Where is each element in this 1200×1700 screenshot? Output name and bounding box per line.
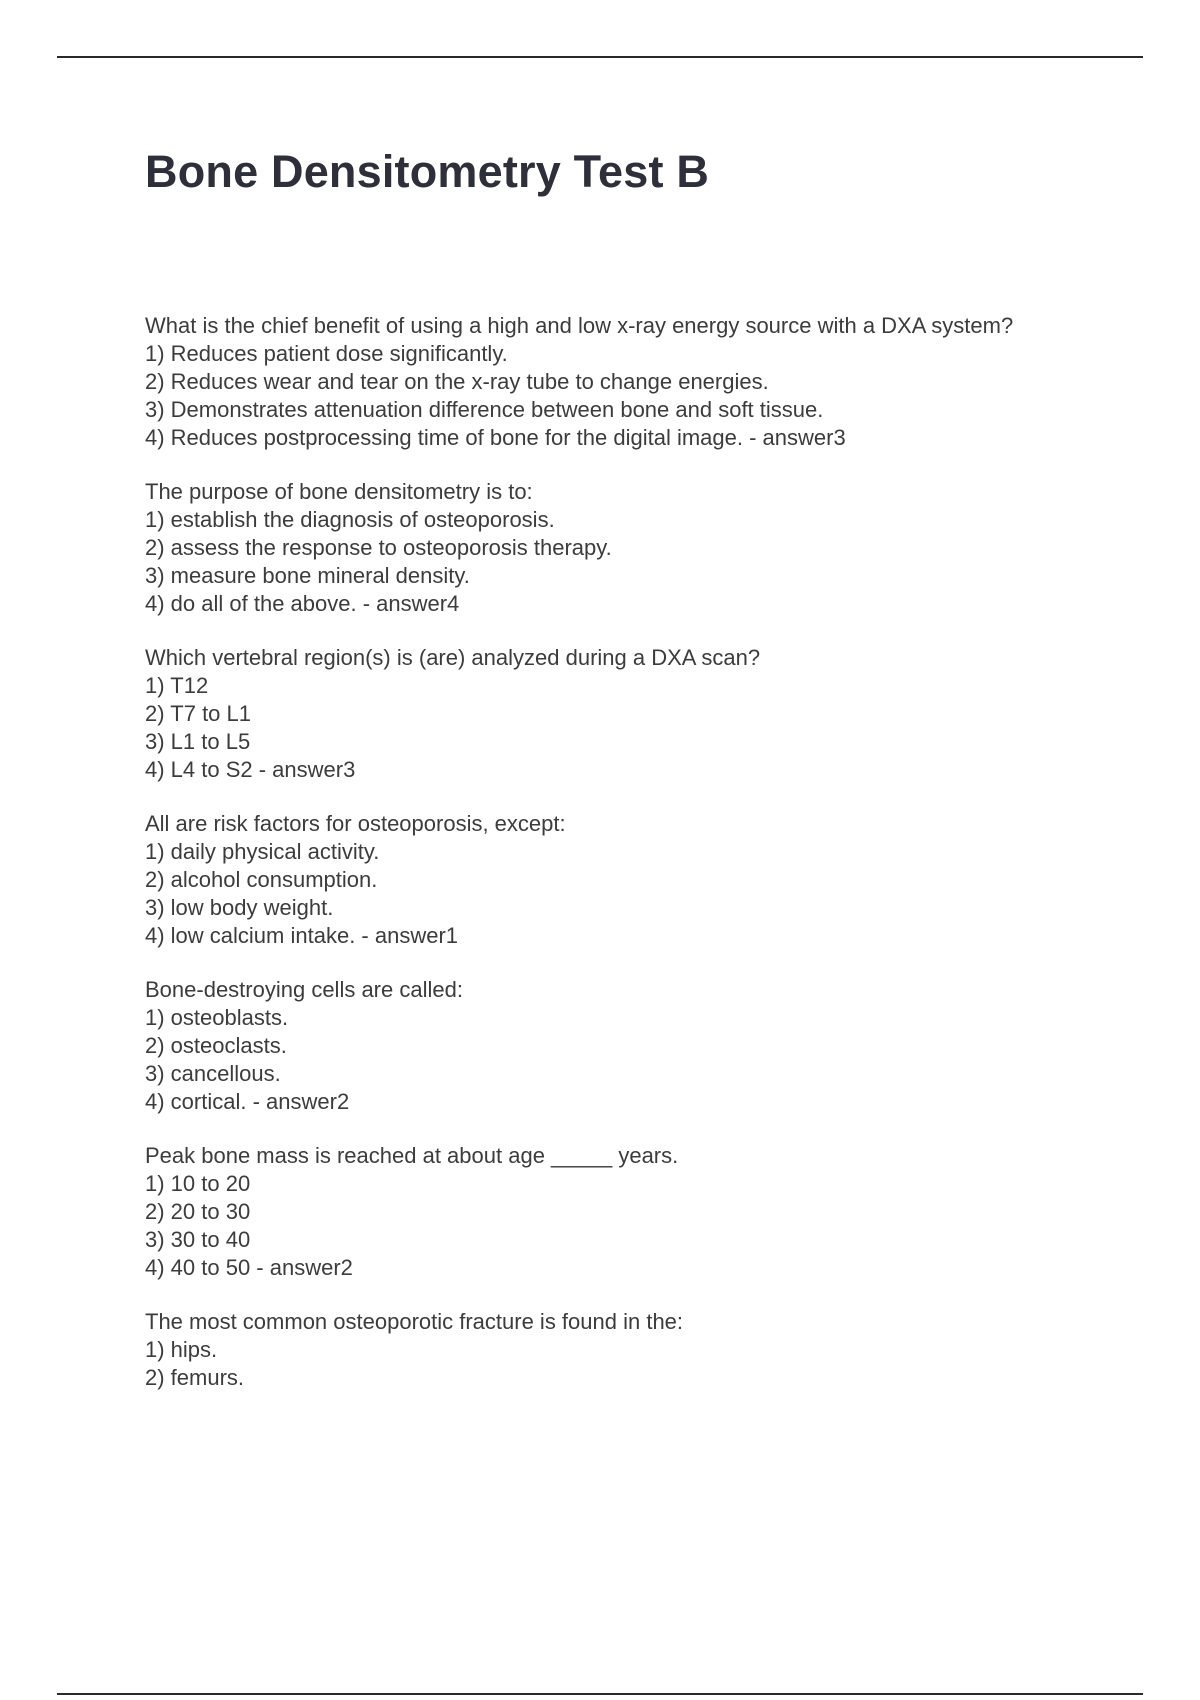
question-text: The purpose of bone densitometry is to: (145, 479, 533, 504)
question-text: Peak bone mass is reached at about age _____ years. (145, 1143, 679, 1168)
answer-option: 3) cancellous. (145, 1061, 281, 1086)
question-1 (145, 312, 1025, 452)
answer-option: 1) T12 (145, 673, 209, 698)
answer-option: 3) measure bone mineral density. (145, 563, 470, 588)
question-5 (145, 976, 1025, 1116)
answer-option: 4) 40 to 50 - answer2 (145, 1255, 353, 1280)
answer-option: 1) osteoblasts. (145, 1005, 289, 1030)
bottom-rule (57, 1693, 1143, 1695)
answer-option: 2) T7 to L1 (145, 701, 251, 726)
answer-option: 4) L4 to S2 - answer3 (145, 757, 356, 782)
question-4 (145, 810, 1025, 950)
answer-option: 4) Reduces postprocessing time of bone for the digital image. - answer3 (145, 425, 846, 450)
question-text: Which vertebral region(s) is (are) analyzed during a DXA scan? (145, 645, 761, 670)
answer-option: 2) Reduces wear and tear on the x-ray tube to change energies. (145, 369, 769, 394)
answer-option: 4) do all of the above. - answer4 (145, 591, 460, 616)
answer-option: 4) low calcium intake. - answer1 (145, 923, 459, 948)
question-text: Bone-destroying cells are called: (145, 977, 463, 1002)
answer-option: 3) 30 to 40 (145, 1227, 251, 1252)
question-2 (145, 478, 1025, 618)
answer-option: 1) 10 to 20 (145, 1171, 251, 1196)
question-6 (145, 1142, 1025, 1282)
answer-option: 4) cortical. - answer2 (145, 1089, 350, 1114)
answer-option: 2) assess the response to osteoporosis therapy. (145, 535, 612, 560)
answer-option: 3) low body weight. (145, 895, 334, 920)
answer-option: 2) 20 to 30 (145, 1199, 251, 1224)
question-7 (145, 1308, 1025, 1392)
answer-option: 3) L1 to L5 (145, 729, 251, 754)
question-text: What is the chief benefit of using a high and low x-ray energy source with a DXA system? (145, 313, 1014, 338)
question-text: The most common osteoporotic fracture is found in the: (145, 1309, 684, 1334)
question-list (145, 312, 1025, 1418)
question-3 (145, 644, 1025, 784)
top-rule (57, 56, 1143, 58)
question-text: All are risk factors for osteoporosis, except: (145, 811, 566, 836)
answer-option: 1) establish the diagnosis of osteoporosis. (145, 507, 555, 532)
answer-option: 2) osteoclasts. (145, 1033, 287, 1058)
answer-option: 1) Reduces patient dose significantly. (145, 341, 508, 366)
answer-option: 1) daily physical activity. (145, 839, 380, 864)
answer-option: 2) femurs. (145, 1365, 245, 1390)
answer-option: 3) Demonstrates attenuation difference between bone and soft tissue. (145, 397, 824, 422)
answer-option: 1) hips. (145, 1337, 218, 1362)
answer-option: 2) alcohol consumption. (145, 867, 378, 892)
page-title: Bone Densitometry Test B (145, 146, 710, 197)
